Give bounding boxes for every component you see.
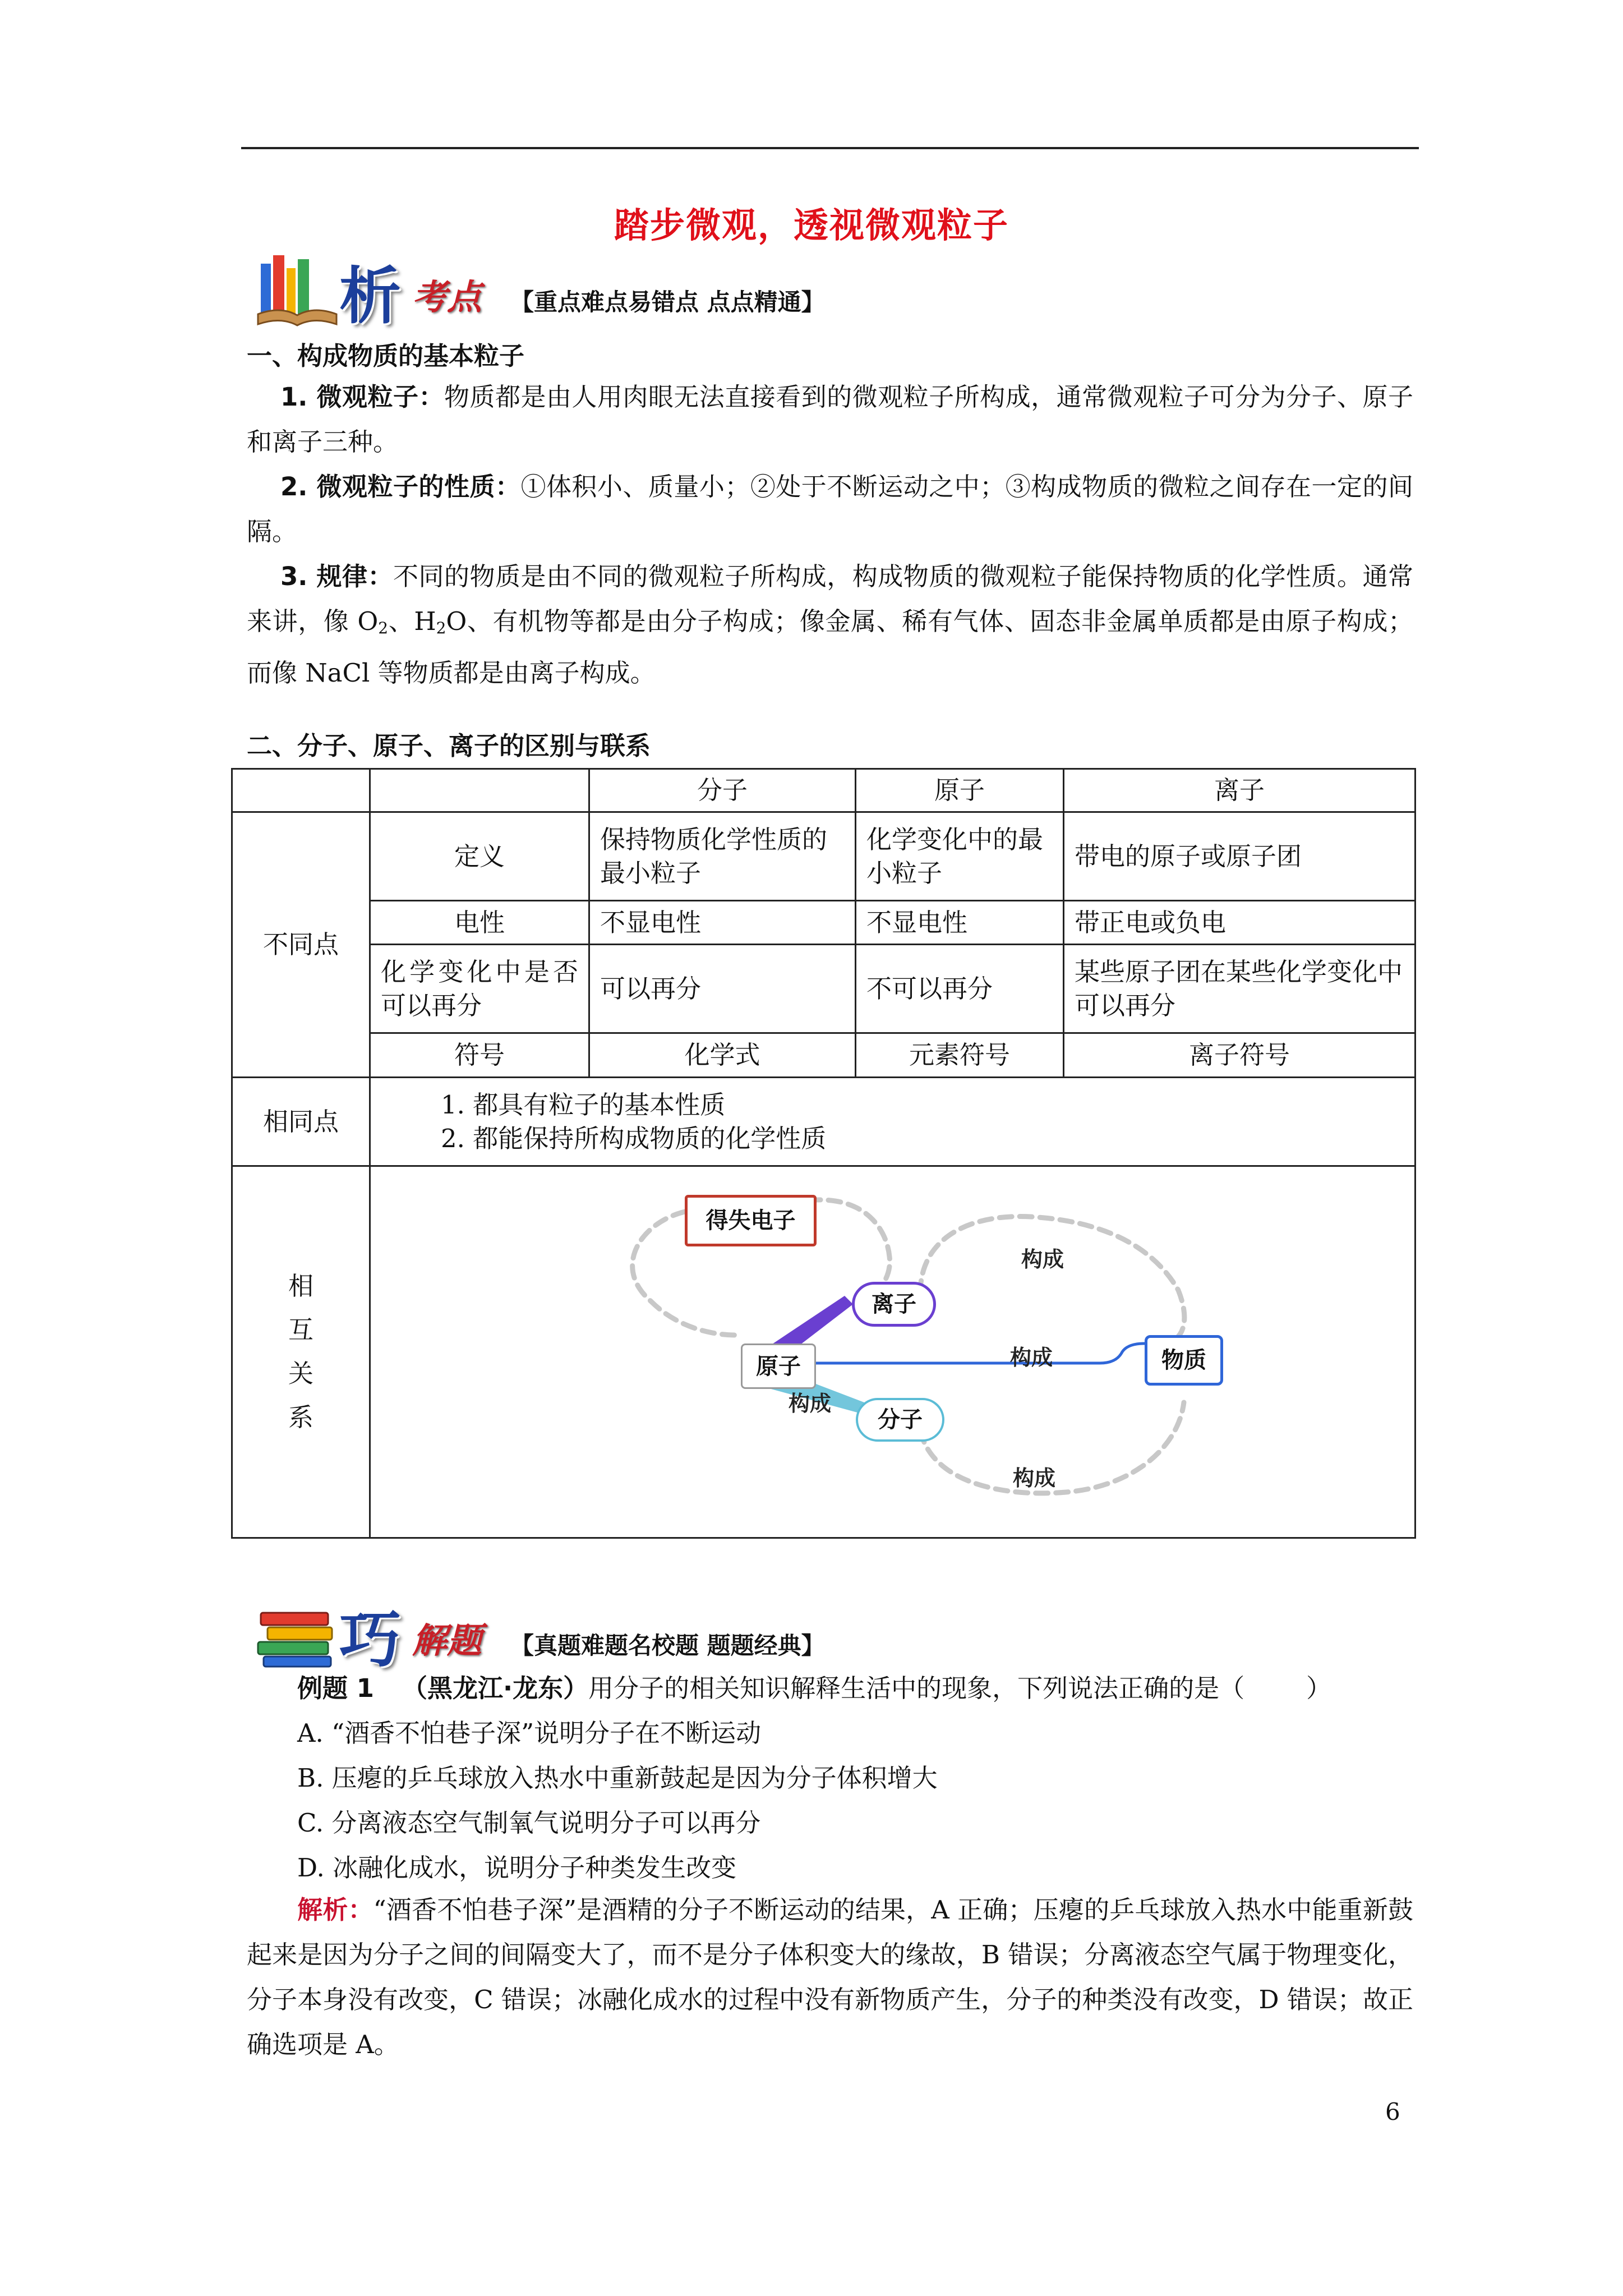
table-cell-empty <box>370 769 589 812</box>
table-cell: 元素符号 <box>856 1033 1064 1078</box>
paragraph-text: 物质都是由人用肉眼无法直接看到的微观粒子所构成，通常微观粒子可分为分子、原子和离子三种。 <box>247 382 1413 457</box>
banner-small-text: 解题 <box>412 1620 482 1661</box>
table-cell: 保持物质化学性质的最小粒子 <box>589 812 856 901</box>
table-row-label: 符号 <box>370 1033 589 1078</box>
example-question-text: 用分子的相关知识解释生活中的现象，下列说法正确的是（ <box>588 1673 1245 1703</box>
banner-big-char: 析 <box>339 260 401 332</box>
table-row <box>232 1166 1415 1538</box>
table-cell-same-points <box>370 1078 1415 1166</box>
edge-label-atom-molecule: 构成 <box>789 1391 832 1416</box>
example-source: （黑龙江·龙东） <box>402 1673 589 1703</box>
option-d: D. 冰融化成水，说明分子种类发生改变 <box>297 1853 737 1883</box>
mindmap-cell <box>370 1166 1415 1538</box>
section-heading: 一、构成物质的基本粒子 <box>247 341 525 371</box>
banner-small-text: 考点 <box>412 277 482 318</box>
banner-tagline: 【重点难点易错点 点点精通】 <box>510 288 825 316</box>
edge-label-molecule-matter: 构成 <box>1013 1466 1056 1490</box>
edge-label-ion-matter: 构成 <box>1021 1247 1064 1272</box>
banner-big-char: 巧 <box>339 1604 401 1676</box>
table-row <box>232 945 1415 1033</box>
paragraph-lead: 3. 规律： <box>280 562 394 591</box>
table-row <box>232 901 1415 945</box>
table-row <box>232 1033 1415 1078</box>
section-banner-problems <box>255 1590 928 1674</box>
table-row <box>232 769 1415 812</box>
subscript: 2 <box>378 619 389 637</box>
option-c: C. 分离液态空气制氧气说明分子可以再分 <box>297 1808 761 1838</box>
table-row <box>232 1078 1415 1166</box>
table-row-label: 相同点 <box>232 1078 370 1166</box>
analysis-label: 解析： <box>297 1895 374 1925</box>
mindmap-connectors <box>371 1167 1414 1537</box>
example-question <box>297 1672 1331 1705</box>
node-atom: 原子 <box>741 1343 816 1389</box>
analysis-text: “酒香不怕巷子深”是酒精的分子不断运动的结果，A 正确；压瘪的乒乓球放入热水中能重新鼓起来是因为分子之间的间隔变大了，而不是分子体积变大的缘故，B 错误；分离液态空气属于物理变化，分子本身没有改变，C 错误；冰融化成水的过程中没有新物质产生，分子的种类没有改变，D 错误；故正确选项是 A。 <box>247 1895 1413 2059</box>
paragraph-text: O、有机物等都是由分子构成；像金属、稀有气体、固态非金属单质都是由原子构成；而像 NaCl 等物质都是由离子构成。 <box>247 606 1413 688</box>
books-icon <box>255 252 339 328</box>
table-cell: 可以再分 <box>589 945 856 1033</box>
list-item: 1. 都具有粒子的基本性质 <box>441 1089 726 1120</box>
table-cell-empty <box>232 769 370 812</box>
header-rule <box>241 147 1419 149</box>
table-cell: 带正电或负电 <box>1064 901 1415 945</box>
table-header: 原子 <box>856 769 1064 812</box>
table-cell: 带电的原子或原子团 <box>1064 812 1415 901</box>
node-matter: 物质 <box>1145 1335 1223 1386</box>
paragraph-lead: 2. 微观粒子的性质： <box>280 472 521 501</box>
mindmap <box>371 1167 1414 1537</box>
analysis-paragraph <box>247 1888 1413 2067</box>
table-row-label: 定义 <box>370 812 589 901</box>
section-heading: 二、分子、原子、离子的区别与联系 <box>247 731 651 761</box>
edge-label-atom-matter: 构成 <box>1010 1345 1053 1370</box>
table-header: 离子 <box>1064 769 1415 812</box>
table-row-label: 化学变化中是否可以再分 <box>370 945 589 1033</box>
table-row-label-vertical <box>232 1166 370 1538</box>
paragraph-text: 、H <box>388 606 436 636</box>
table-header: 分子 <box>589 769 856 812</box>
table-row-label: 不同点 <box>232 812 370 1078</box>
table-row-label: 电性 <box>370 901 589 945</box>
label-char: 系 <box>288 1402 313 1432</box>
page-title: 踏步微观，透视微观粒子 <box>614 205 1009 246</box>
option-a: A. “酒香不怕巷子深”说明分子在不断运动 <box>297 1718 762 1748</box>
list-item: 2. 都能保持所构成物质的化学性质 <box>441 1123 827 1153</box>
subscript: 2 <box>436 619 446 637</box>
comparison-table <box>231 768 1416 1539</box>
table-cell: 不可以再分 <box>856 945 1064 1033</box>
node-gain-lose-electrons: 得失电子 <box>685 1195 817 1246</box>
table-cell: 化学式 <box>589 1033 856 1078</box>
table-cell: 不显电性 <box>589 901 856 945</box>
table-cell: 不显电性 <box>856 901 1064 945</box>
paragraph-item-3 <box>247 554 1413 696</box>
section-banner-analysis <box>255 247 928 331</box>
page-number: 6 <box>1385 2098 1400 2125</box>
table-cell: 化学变化中的最小粒子 <box>856 812 1064 901</box>
paragraph-text: ①体积小、质量小；②处于不断运动之中；③构成物质的微粒之间存在一定的间隔。 <box>247 472 1413 546</box>
paragraph-item-1 <box>247 375 1413 464</box>
banner-tagline: 【真题难题名校题 题题经典】 <box>510 1632 825 1659</box>
node-ion: 离子 <box>852 1282 936 1327</box>
example-label: 例题 1 <box>297 1673 374 1703</box>
label-char: 相 <box>288 1271 313 1301</box>
table-row <box>232 812 1415 901</box>
label-char: 关 <box>288 1359 313 1388</box>
example-close-paren: ） <box>1306 1673 1332 1703</box>
option-b: B. 压瘪的乒乓球放入热水中重新鼓起是因为分子体积增大 <box>297 1763 938 1793</box>
label-char: 互 <box>288 1315 313 1345</box>
table-cell: 某些原子团在某些化学变化中可以再分 <box>1064 945 1415 1033</box>
paragraph-item-2 <box>247 464 1413 554</box>
paragraph-text: 不同的物质是由不同的微观粒子所构成，构成物质的微观粒子能保持物质的化学性质。通常来讲，像 O <box>247 562 1413 636</box>
book-stack-icon <box>255 1602 339 1669</box>
paragraph-lead: 1. 微观粒子： <box>280 382 444 412</box>
node-molecule: 分子 <box>856 1398 944 1442</box>
table-cell: 离子符号 <box>1064 1033 1415 1078</box>
